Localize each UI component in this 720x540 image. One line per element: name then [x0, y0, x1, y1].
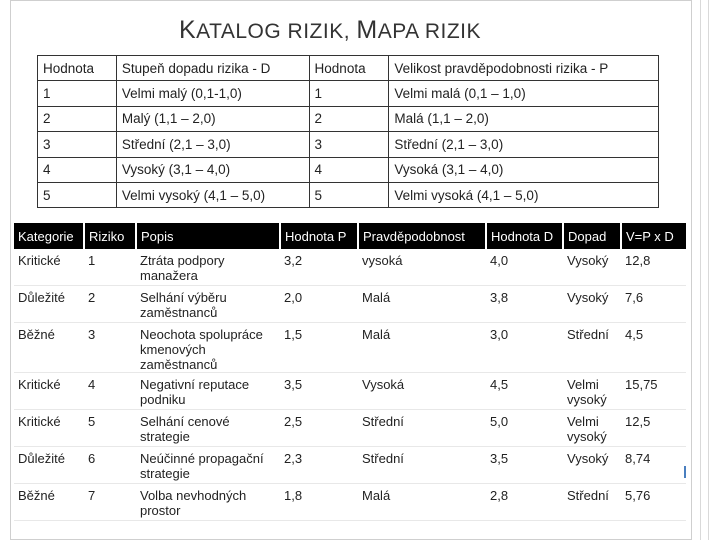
risk-table-cell: Běžné [14, 323, 84, 373]
risk-table-cell: 2 [84, 286, 136, 323]
risk-table-cell: Neochota spolupráce kmenových zaměstnanců [136, 323, 280, 373]
scale-table-cell: Vysoká (3,1 – 4,0) [389, 157, 659, 182]
risk-table-cell: 7,6 [621, 286, 686, 323]
risk-table-cell: Velmi vysoký [563, 410, 621, 447]
risk-table-cell: 3,2 [280, 249, 358, 286]
slide-frame-right-line-outer [708, 0, 709, 540]
risk-table-cell: vysoká [358, 249, 486, 286]
risk-table-cell: 7 [84, 484, 136, 521]
scale-table-cell: Velmi vysoká (4,1 – 5,0) [389, 182, 659, 207]
scale-table-cell: 4 [38, 157, 117, 182]
risk-table-cell: 5 [84, 410, 136, 447]
risk-table-cell: 2,5 [280, 410, 358, 447]
risk-table-cell: Malá [358, 484, 486, 521]
scale-table-header-cell: Velikost pravděpodobnosti rizika - P [389, 56, 659, 81]
scale-table-cell: 5 [309, 182, 389, 207]
risk-table-cell: 4,5 [621, 323, 686, 373]
risk-table-cell: 3,0 [486, 323, 563, 373]
scale-table-cell: 2 [38, 106, 117, 131]
scale-table-row [38, 106, 659, 131]
risk-table-cell: 2,0 [280, 286, 358, 323]
risk-table-cell: 4 [84, 373, 136, 410]
risk-table-cell: 5,76 [621, 484, 686, 521]
scale-table-cell: Velmi malý (0,1-1,0) [116, 81, 309, 106]
risk-table-row [14, 447, 686, 484]
risk-table-cell: Vysoký [563, 447, 621, 484]
risk-table-cell: Důležité [14, 286, 84, 323]
risk-table-cell: 1 [84, 249, 136, 286]
risk-table-header-cell: Hodnota P [280, 223, 358, 249]
side-accent-mark [684, 466, 686, 478]
scale-table-row [38, 81, 659, 106]
risk-table-cell: Vysoká [358, 373, 486, 410]
risk-table-cell: Střední [563, 484, 621, 521]
risk-table-cell: 12,8 [621, 249, 686, 286]
scale-table-cell: Malý (1,1 – 2,0) [116, 106, 309, 131]
risk-table-header-cell: V=P x D [621, 223, 686, 249]
slide-frame-right-line [700, 0, 701, 540]
risk-table-row [14, 410, 686, 447]
scale-table-row [38, 132, 659, 157]
risk-table-cell: 15,75 [621, 373, 686, 410]
scale-table-cell: Vysoký (3,1 – 4,0) [116, 157, 309, 182]
risk-table-cell: Malá [358, 286, 486, 323]
scale-table-row [38, 182, 659, 207]
risk-table-cell: 3,5 [486, 447, 563, 484]
scale-table-cell: 3 [309, 132, 389, 157]
risk-table-row [14, 373, 686, 410]
risk-table-header-cell: Pravděpodobnost [358, 223, 486, 249]
scale-table-cell: 2 [309, 106, 389, 131]
scale-table-cell: Velmi malá (0,1 – 1,0) [389, 81, 659, 106]
page-title: KATALOG RIZIK, MAPA RIZIK [178, 16, 482, 44]
risk-table-cell: 4,5 [486, 373, 563, 410]
scale-table-cell: 1 [309, 81, 389, 106]
scale-table-cell: Velmi vysoký (4,1 – 5,0) [116, 182, 309, 207]
risk-table-cell: Vysoký [563, 249, 621, 286]
scale-table-row [38, 157, 659, 182]
risk-table-header-cell: Dopad [563, 223, 621, 249]
risk-table-cell: 8,74 [621, 447, 686, 484]
risk-table-cell: 2,8 [486, 484, 563, 521]
risk-table-cell: Střední [563, 323, 621, 373]
risk-table-cell: Vysoký [563, 286, 621, 323]
scale-table-cell: Střední (2,1 – 3,0) [389, 132, 659, 157]
scale-table-header-cell: Hodnota [38, 56, 117, 81]
risk-table-cell: Selhání cenové strategie [136, 410, 280, 447]
risk-table-cell: Selhání výběru zaměstnanců [136, 286, 280, 323]
risk-table-cell: Volba nevhodných prostor [136, 484, 280, 521]
risk-table-cell: Velmi vysoký [563, 373, 621, 410]
risk-table-header-cell: Riziko [84, 223, 136, 249]
risk-table-cell: 3 [84, 323, 136, 373]
risk-table-row [14, 249, 686, 286]
risk-table-cell: 12,5 [621, 410, 686, 447]
risk-table-cell: Střední [358, 447, 486, 484]
risk-table-cell: 1,8 [280, 484, 358, 521]
risk-table-cell: Důležité [14, 447, 84, 484]
risk-table-row [14, 484, 686, 521]
risk-table-cell: Střední [358, 410, 486, 447]
risk-table-cell: 3,5 [280, 373, 358, 410]
scale-table-header-cell: Hodnota [309, 56, 389, 81]
risk-table-header-cell: Popis [136, 223, 280, 249]
risk-table-cell: Negativní reputace podniku [136, 373, 280, 410]
risk-table-cell: Ztráta podpory manažera [136, 249, 280, 286]
risk-table-row [14, 286, 686, 323]
risk-table [14, 223, 686, 521]
risk-table-cell: Neúčinné propagační strategie [136, 447, 280, 484]
scale-table-header-cell: Stupeň dopadu rizika - D [116, 56, 309, 81]
risk-table-cell: 3,8 [486, 286, 563, 323]
risk-table-cell: Malá [358, 323, 486, 373]
risk-table-cell: Běžné [14, 484, 84, 521]
risk-table-cell: 5,0 [486, 410, 563, 447]
risk-table-cell: Kritické [14, 249, 84, 286]
scale-table-header-row [38, 56, 659, 81]
risk-table-row [14, 323, 686, 373]
risk-table-cell: 4,0 [486, 249, 563, 286]
scale-table-cell: 3 [38, 132, 117, 157]
scale-table-cell: 4 [309, 157, 389, 182]
risk-table-cell: Kritické [14, 373, 84, 410]
risk-table-cell: Kritické [14, 410, 84, 447]
scale-table-cell: Střední (2,1 – 3,0) [116, 132, 309, 157]
risk-table-cell: 6 [84, 447, 136, 484]
risk-table-header-cell: Hodnota D [486, 223, 563, 249]
scale-table-cell: 5 [38, 182, 117, 207]
risk-table-cell: 1,5 [280, 323, 358, 373]
risk-table-cell: 2,3 [280, 447, 358, 484]
risk-table-header-row [14, 223, 686, 249]
scale-table [37, 55, 659, 208]
scale-table-cell: 1 [38, 81, 117, 106]
risk-table-header-cell: Kategorie [14, 223, 84, 249]
scale-table-cell: Malá (1,1 – 2,0) [389, 106, 659, 131]
